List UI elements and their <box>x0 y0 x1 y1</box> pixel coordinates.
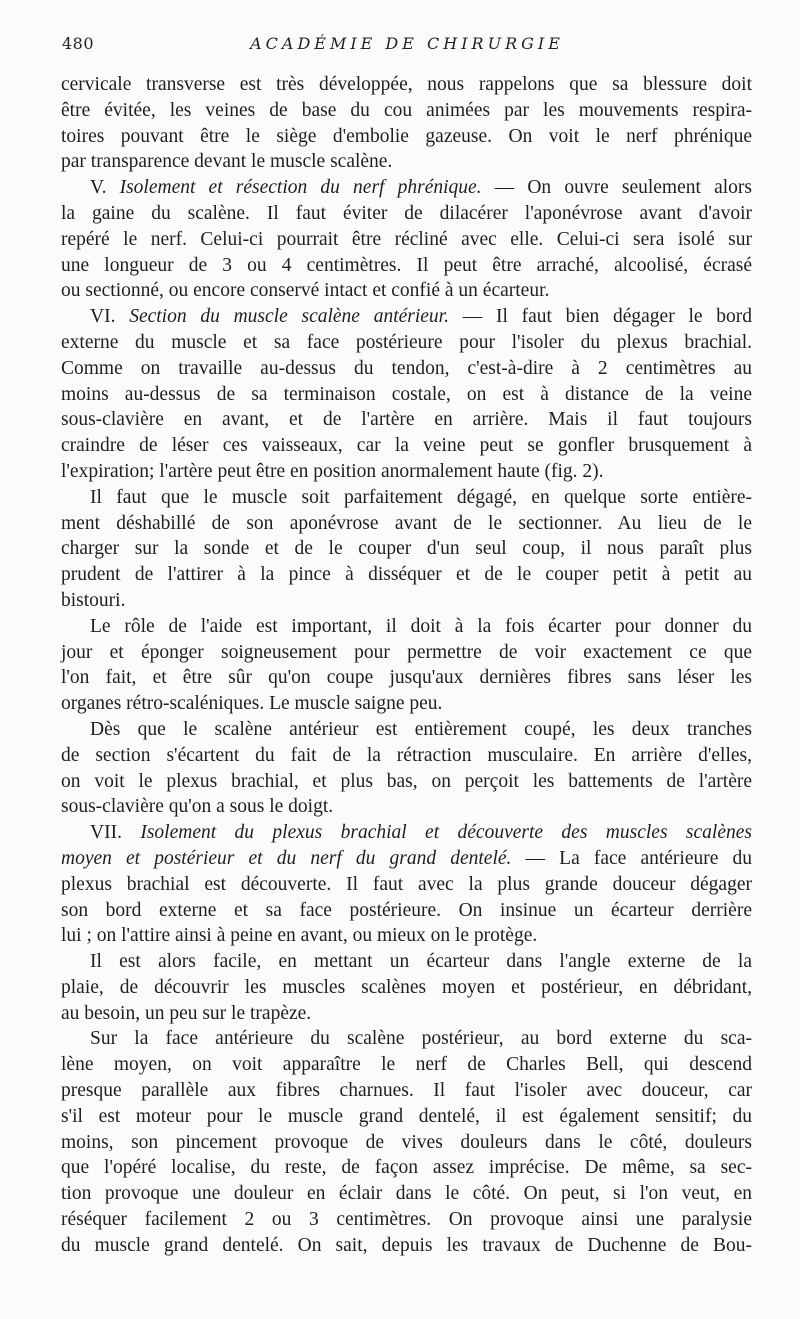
text-line: la gaine du scalène. Il faut éviter de dilacérer l'aponévrose avant d'avoir <box>61 202 752 224</box>
text-line: ment déshabillé de son aponévrose avant de le sectionner. Au lieu de le <box>61 512 752 534</box>
running-title: ACADÉMIE DE CHIRURGIE <box>250 34 564 53</box>
text-line: on voit le plexus brachial, et plus bas, on perçoit les battements de l'artère <box>61 770 752 792</box>
section-vi <box>61 304 752 485</box>
text-line: l'on fait, et être sûr qu'on coupe jusqu'aux dernières fibres sans léser les <box>61 667 752 689</box>
section-heading-line <box>61 304 752 330</box>
paragraph <box>61 1026 752 1258</box>
section-v <box>61 175 752 304</box>
text-line: Il est alors facile, en mettant un écarteur dans l'angle externe de la <box>90 951 752 973</box>
text-line: réséquer facilement 2 ou 3 centimètres. On provoque ainsi une paralysie <box>61 1209 752 1231</box>
section-heading-line <box>61 846 752 872</box>
section-heading: Isolement et résection du nerf phrénique. <box>119 177 482 199</box>
paragraph <box>61 72 752 175</box>
text-line: l'expiration; l'artère peut être en position anormalement haute (fig. 2). <box>61 460 604 482</box>
section-number: VI. <box>90 306 130 328</box>
section-vii <box>61 820 752 949</box>
page-header <box>62 34 752 58</box>
section-heading: Section du muscle scalène antérieur. <box>129 306 449 328</box>
text-line: s'il est moteur pour le muscle grand dentelé, il est également sensitif; du <box>61 1105 752 1127</box>
text-line: charger sur la sonde et de le couper d'un seul coup, il nous paraît plus <box>61 538 752 560</box>
text-line: une longueur de 3 ou 4 centimètres. Il peut être arraché, alcoolisé, écrasé <box>61 254 752 276</box>
paragraph <box>61 614 752 717</box>
text-line: toires pouvant être le siège d'embolie gazeuse. On voit le nerf phrénique <box>61 125 752 147</box>
text-line: organes rétro-scaléniques. Le muscle saigne peu. <box>61 693 443 715</box>
text-line: plaie, de découvrir les muscles scalènes moyen et postérieur, en débridant, <box>61 976 752 998</box>
text-line: bistouri. <box>61 589 126 611</box>
text-line: sous-clavière en avant, et de l'artère en arrière. Mais il faut toujours <box>61 409 752 431</box>
text-line: sous-clavière qu'on a sous le doigt. <box>61 796 334 818</box>
paragraph <box>61 949 752 1026</box>
section-heading-line <box>61 175 752 201</box>
text-fragment: — Il faut bien dégager le bord <box>448 306 753 328</box>
page-number: 480 <box>62 34 95 53</box>
text-line: de section s'écartent du fait de la rétraction musculaire. En arrière d'elles, <box>61 744 752 766</box>
text-line: ou sectionné, ou encore conservé intact et confié à un écarteur. <box>61 280 550 302</box>
text-line: tion provoque une douleur en éclair dans le côté. On peut, si l'on veut, en <box>61 1183 752 1205</box>
text-line: plexus brachial est découverte. Il faut avec la plus grande douceur dégager <box>61 873 752 895</box>
text-line: externe du muscle et sa face postérieure pour l'isoler du plexus brachial. <box>61 331 752 353</box>
text-fragment: — La face antérieure du <box>511 847 753 869</box>
text-line: son bord externe et sa face postérieure. On insinue un écarteur derrière <box>61 899 752 921</box>
text-line: lène moyen, on voit apparaître le nerf de Charles Bell, qui descend <box>61 1054 752 1076</box>
section-heading: Isolement du plexus brachial et découverte des muscles scalènes <box>140 822 752 844</box>
body-text <box>61 72 752 1259</box>
section-heading-continued: moyen et postérieur et du nerf du grand dentelé. <box>61 847 512 869</box>
section-heading-line <box>61 820 752 846</box>
text-line: par transparence devant le muscle scalène. <box>61 151 393 173</box>
text-line: que l'opéré localise, du reste, de façon assez imprécise. De même, sa sec- <box>61 1157 752 1179</box>
text-line: cervicale transverse est très développée, nous rappelons que sa blessure doit <box>61 74 752 95</box>
text-fragment: — On ouvre seulement alors <box>481 177 752 199</box>
paragraph <box>61 485 752 614</box>
text-line: lui ; on l'attire ainsi à peine en avant, ou mieux on le protège. <box>61 925 538 947</box>
text-line: prudent de l'attirer à la pince à disséquer et de le couper petit à petit au <box>61 564 752 586</box>
text-line: être évitée, les veines de base du cou animées par les mouvements respira- <box>61 99 752 121</box>
section-number: V. <box>90 177 120 199</box>
text-line: Le rôle de l'aide est important, il doit à la fois écarter pour donner du <box>90 615 752 637</box>
text-line: moins au-dessus de sa terminaison costale, on est à distance de la veine <box>61 383 752 405</box>
text-line: Sur la face antérieure du scalène postérieur, au bord externe du sca- <box>90 1028 752 1050</box>
text-line: Dès que le scalène antérieur est entièrement coupé, les deux tranches <box>90 718 752 740</box>
text-line: au besoin, un peu sur le trapèze. <box>61 1002 312 1024</box>
text-line: jour et éponger soigneusement pour permettre de voir exactement ce que <box>61 641 752 663</box>
text-line: craindre de léser ces vaisseaux, car la veine peut se gonfler brusquement à <box>61 435 752 457</box>
paragraph <box>61 717 752 820</box>
text-line: presque parallèle aux fibres charnues. Il faut l'isoler avec douceur, car <box>61 1080 752 1102</box>
section-number: VII. <box>90 822 141 844</box>
text-line: Comme on travaille au-dessus du tendon, c'est-à-dire à 2 centimètres au <box>61 357 752 379</box>
text-line: repéré le nerf. Celui-ci pourrait être récliné avec elle. Celui-ci sera isolé sur <box>61 228 752 250</box>
text-line: du muscle grand dentelé. On sait, depuis les travaux de Duchenne de Bou- <box>61 1234 752 1256</box>
text-line: moins, son pincement provoque de vives douleurs dans le côté, douleurs <box>61 1131 752 1153</box>
text-line: Il faut que le muscle soit parfaitement dégagé, en quelque sorte entière- <box>90 486 752 508</box>
